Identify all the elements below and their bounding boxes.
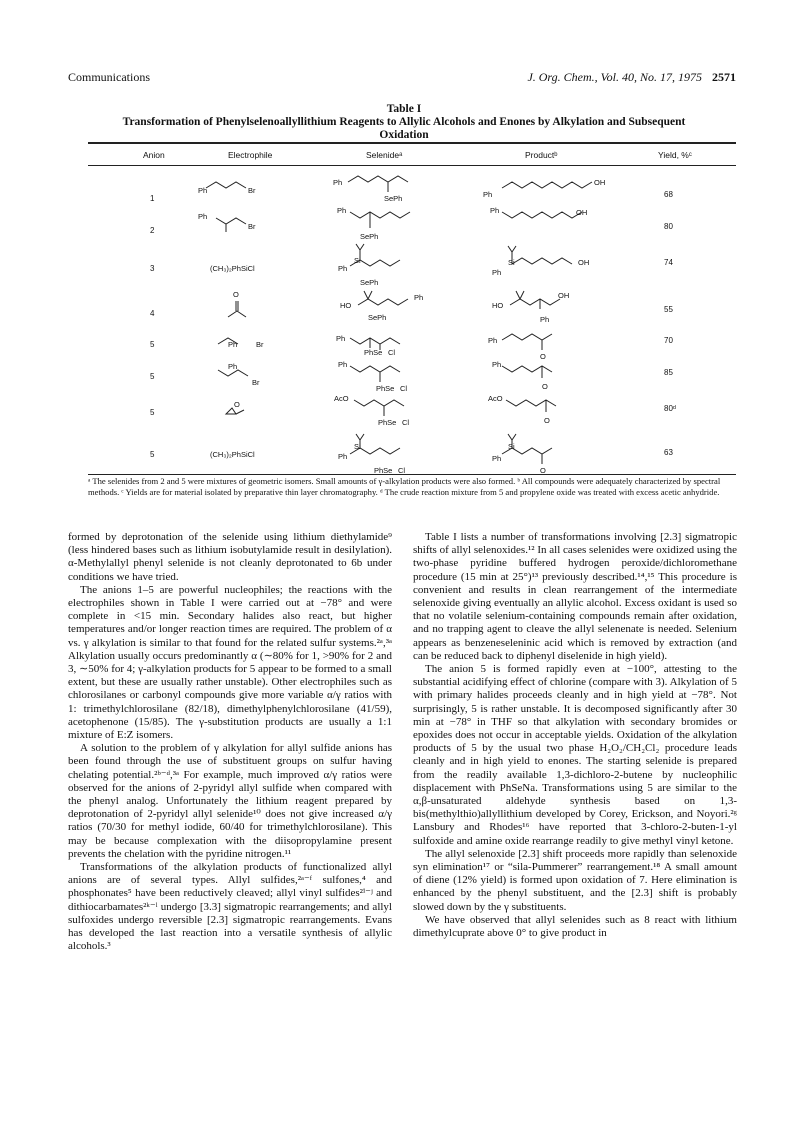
- anion-cell: 5: [150, 372, 155, 381]
- paragraph: Table I lists a number of transformations involving [2.3] sigmatropic shifts of allyl selenoxides.¹² In all cases selenides were oxidized using the two-phase pyridine buffered hydrogen peroxide/dichloromethane procedure (15 min at 25°)¹³ previously described.¹⁴,¹⁵ This procedure is convenient and results in clean rearrangement of the intermediate selenoxide giving eventually an allylic alcohol. Excess oxidant is used so that no volatile selenium-containing compounds remain after oxidation, and no trapping agent to cleave the allyl selenenate is needed. Selenium appears as benzeneseleninic acid which is removed by extraction (and can be reduced back to diphenyl diselenide in high yield).: [413, 531, 737, 662]
- yield-cell: 70: [664, 336, 673, 345]
- yield-cell: 74: [664, 258, 673, 267]
- si-label: Si: [508, 442, 515, 451]
- paragraph: formed by deprotonation of the selenide using lithium diethylamide⁹ (less hindered bases such as lithium isobutylamide result in desilylation). α-Methylallyl phenyl selenide is not cleanly deprotonated to 6b under conditions we have tried.: [68, 531, 392, 583]
- sicl-label: (CH₃)₂PhSiCl: [210, 450, 255, 459]
- cl-label: Cl: [402, 418, 410, 427]
- cl-label: Cl: [388, 348, 396, 357]
- ph-label: Ph: [338, 360, 348, 369]
- body-right-column: [413, 531, 737, 940]
- seph-label: SePh: [368, 313, 387, 322]
- selenide-structure: [336, 394, 456, 434]
- phse-label: PhSe: [374, 466, 393, 475]
- ph-label: Ph: [492, 454, 502, 463]
- br-label: Br: [256, 340, 264, 349]
- ph-label: Ph: [540, 315, 550, 324]
- ph-label: Ph: [337, 206, 347, 215]
- product-structure: [488, 394, 628, 434]
- br-label: Br: [252, 378, 260, 387]
- phse-label: PhSe: [378, 418, 397, 427]
- product-structure: [488, 204, 628, 244]
- running-header-journal: J. Org. Chem., Vol. 40, No. 17, 1975 2571: [527, 70, 736, 84]
- o-label: O: [540, 352, 546, 361]
- br-label: Br: [248, 222, 256, 231]
- o-label: O: [234, 400, 240, 409]
- paragraph: The anions 1–5 are powerful nucleophiles; the reactions with the electrophiles shown in Table I were carried out at −78° and were complete in <15 min. Secondary halides also react, but higher temperatures and/or longer reaction times are required. The problem of α vs. γ alkylation is similar to that found for the related sulfur systems.²ᵃ,³ᵃ Alkylation usually occurs predominantly α (∼80% for 1, >90% for 2 and 3, ∼50% for 4; γ-alkylation products for 5 appear to be formed to a small extent, but these are usually rather unstable). Other electrophiles such as chlorosilanes or carbonyl compounds give more variable α/γ ratios with 1: trimethylchlorosilane (82/18), dimethylphenylchlorosilane (41/59), acetophenone (15/85). The γ-substitution products are usually a 1:1 mixture of E:Z isomers.: [68, 583, 392, 742]
- table-row: [88, 287, 736, 335]
- yield-cell: 68: [664, 190, 673, 199]
- ph-label: Ph: [492, 268, 502, 277]
- seph-label: SePh: [360, 232, 379, 241]
- ho-label: HO: [492, 301, 504, 310]
- table-title: Table I: [386, 103, 422, 115]
- anion-cell: 2: [150, 226, 155, 235]
- selenide-structure: [336, 204, 456, 244]
- anion-cell: 4: [150, 309, 155, 318]
- col-header-yield: Yield, %ᶜ: [658, 150, 692, 160]
- phse-label: PhSe: [364, 348, 383, 357]
- cl-label: Cl: [398, 466, 406, 475]
- col-header-selenide: Selenideᵃ: [366, 150, 403, 160]
- ph-label: Ph: [336, 334, 346, 343]
- table-caption: [100, 103, 708, 142]
- page-number: 2571: [712, 70, 736, 84]
- running-header-section: Communications: [68, 70, 150, 84]
- phse-label: PhSe: [376, 384, 395, 393]
- table-header-rule: [88, 165, 736, 166]
- si-label: Si: [354, 256, 361, 265]
- cl-label: Cl: [400, 384, 408, 393]
- oh-label: OH: [558, 291, 570, 300]
- ph-label: Ph: [488, 336, 498, 345]
- ph-label: Ph: [414, 293, 424, 302]
- ph-label: Ph: [228, 340, 238, 349]
- table-footnotes: ᵃ The selenides from 2 and 5 were mixtures of geometric isomers. Small amounts of γ-alkylation products were also formed. ᵇ All compounds were adequately characterized by spectral methods. ᶜ Yields are for material isolated by preparative thin layer chromatography. ᵈ The crude reaction mixture from 5 and propylene oxide was treated with excess acetic anhydride.: [88, 476, 721, 497]
- selenide-structure: [336, 240, 456, 290]
- yield-cell: 55: [664, 305, 673, 314]
- table-top-rule-2: [88, 143, 736, 144]
- col-header-electrophile: Electrophile: [228, 150, 273, 160]
- oh-label: OH: [578, 258, 590, 267]
- o-label: O: [233, 290, 239, 299]
- o-label: O: [544, 416, 550, 425]
- ph-label: Ph: [198, 186, 208, 195]
- anion-cell: 3: [150, 264, 155, 273]
- oh-label: OH: [594, 178, 606, 187]
- electrophile-structure: [192, 291, 282, 331]
- ph-label: Ph: [490, 206, 500, 215]
- paragraph: The anion 5 is formed rapidly even at −100°, attesting to the substantial acidifying effect of chlorine (compare with 3). Alkylation of 5 with primary halides proceeds cleanly and in high yield at −78°. Not surprisingly, 5 is rather unstable. It is decomposed significantly after 30 min at −78° in THF so that alkylation with secondary bromides or epoxides does not occur in acceptable yields. Oxidation of the alkylation products of 5 by the usual two phase H₂O₂/CH₂Cl₂ procedure leads cleanly and in high yield to enones. The starting selenide is prepared from the readily available 1,3-dichloro-2-butene by nucleophilic displacement with PhSeNa. Transformations using 5 are similar to the α,β-unsaturated aldehyde synthesis based on 1,3-bis(methylthio)allyllithium developed by Corey, Erickson, and Noyori.²ᵍ Lansbury and Rhodes¹⁶ have reported that 3-chloro-2-buten-1-yl sulfoxide and amine oxide rearrange readily to give methyl vinyl ketone.: [413, 663, 737, 847]
- ph-label: Ph: [338, 452, 348, 461]
- col-header-anion: Anion: [143, 150, 165, 160]
- ph-label: Ph: [338, 264, 348, 273]
- yield-cell: 80: [664, 222, 673, 231]
- oh-label: OH: [576, 208, 588, 217]
- paragraph: Transformations of the alkylation products of functionalized allyl anions are of several types. Allyl sulfides,²ᵃ⁻ᶠ sulfones,⁴ and phosphonates⁵ have been reductively cleaved; allyl vinyl sulfides²ⁱ⁻ʲ and dithiocarbamates²ᵏ⁻ˡ undergo [3.3] sigmatropic rearrangements; and allyl sulfoxides undergo reversible [2.3] sigmatropic rearrangements. Evans has developed the last reaction into a versatile synthesis of allylic alcohols.³: [68, 861, 392, 953]
- ph-label: Ph: [492, 360, 502, 369]
- selenide-structure: [336, 287, 456, 327]
- table-caption-text: Transformation of Phenylselenoallyllithium Reagents to Allylic Alcohols and Enones by Alkylation and Subsequent Oxidation: [122, 116, 686, 141]
- col-header-product: Productᵇ: [525, 150, 558, 160]
- anion-cell: 5: [150, 450, 155, 459]
- anion-cell: 1: [150, 194, 155, 203]
- aco-label: AcO: [488, 394, 503, 403]
- body-left-column: [68, 531, 392, 954]
- o-label: O: [542, 382, 548, 391]
- ph-label: Ph: [483, 190, 493, 199]
- anion-cell: 5: [150, 408, 155, 417]
- seph-label: SePh: [384, 194, 403, 203]
- yield-cell: 80ᵈ: [664, 404, 676, 413]
- aco-label: AcO: [334, 394, 349, 403]
- br-label: Br: [248, 186, 256, 195]
- ph-label: Ph: [333, 178, 343, 187]
- yield-cell: 63: [664, 448, 673, 457]
- ph-label: Ph: [198, 212, 208, 221]
- table-bottom-rule: [88, 474, 736, 475]
- paragraph: We have observed that allyl selenides such as 8 react with lithium dimethylcuprate above 0° to give product in: [413, 913, 737, 940]
- sicl-label: (CH₃)₂PhSiCl: [210, 264, 255, 273]
- electrophile-structure: [192, 398, 282, 428]
- paragraph: A solution to the problem of γ alkylation for allyl sulfide anions has been found through the use of substituent groups on sulfur having chelating potential.²ᵇ⁻ᵈ,³ᵃ For example, much improved α/γ ratios were observed for the anions of 2-pyridyl allyl sulfide when compared with the phenyl analog. Unfortunately the lithium reagent prepared by deprotonation of 2-pyridyl allyl selenide¹⁰ does not give increased α/γ ratios (70/30 for methyl iodide, 60/40 for trimethylchlorosilane). This may be because complexation with the diisopropylamine present prevents the chelation with the pyridine nitrogen.¹¹: [68, 742, 392, 860]
- seph-label: SePh: [360, 278, 379, 287]
- table-row: [88, 430, 736, 474]
- ph-label: Ph: [228, 362, 238, 371]
- si-label: Si: [508, 258, 515, 267]
- yield-cell: 85: [664, 368, 673, 377]
- ho-label: HO: [340, 301, 352, 310]
- o-label: O: [540, 466, 546, 475]
- si-label: Si: [354, 442, 361, 451]
- anion-cell: 5: [150, 340, 155, 349]
- paragraph: The allyl selenoxide [2.3] shift proceeds more rapidly than selenoxide syn elimination¹⁷ or “sila-Pummerer” rearrangement.¹⁸ A small amount of diene (12% yield) is formed upon oxidation of 7. Here elimination is enhanced by the phenyl substituent, and the [2.3] shift is probably slowed down by the γ substituents.: [413, 847, 737, 913]
